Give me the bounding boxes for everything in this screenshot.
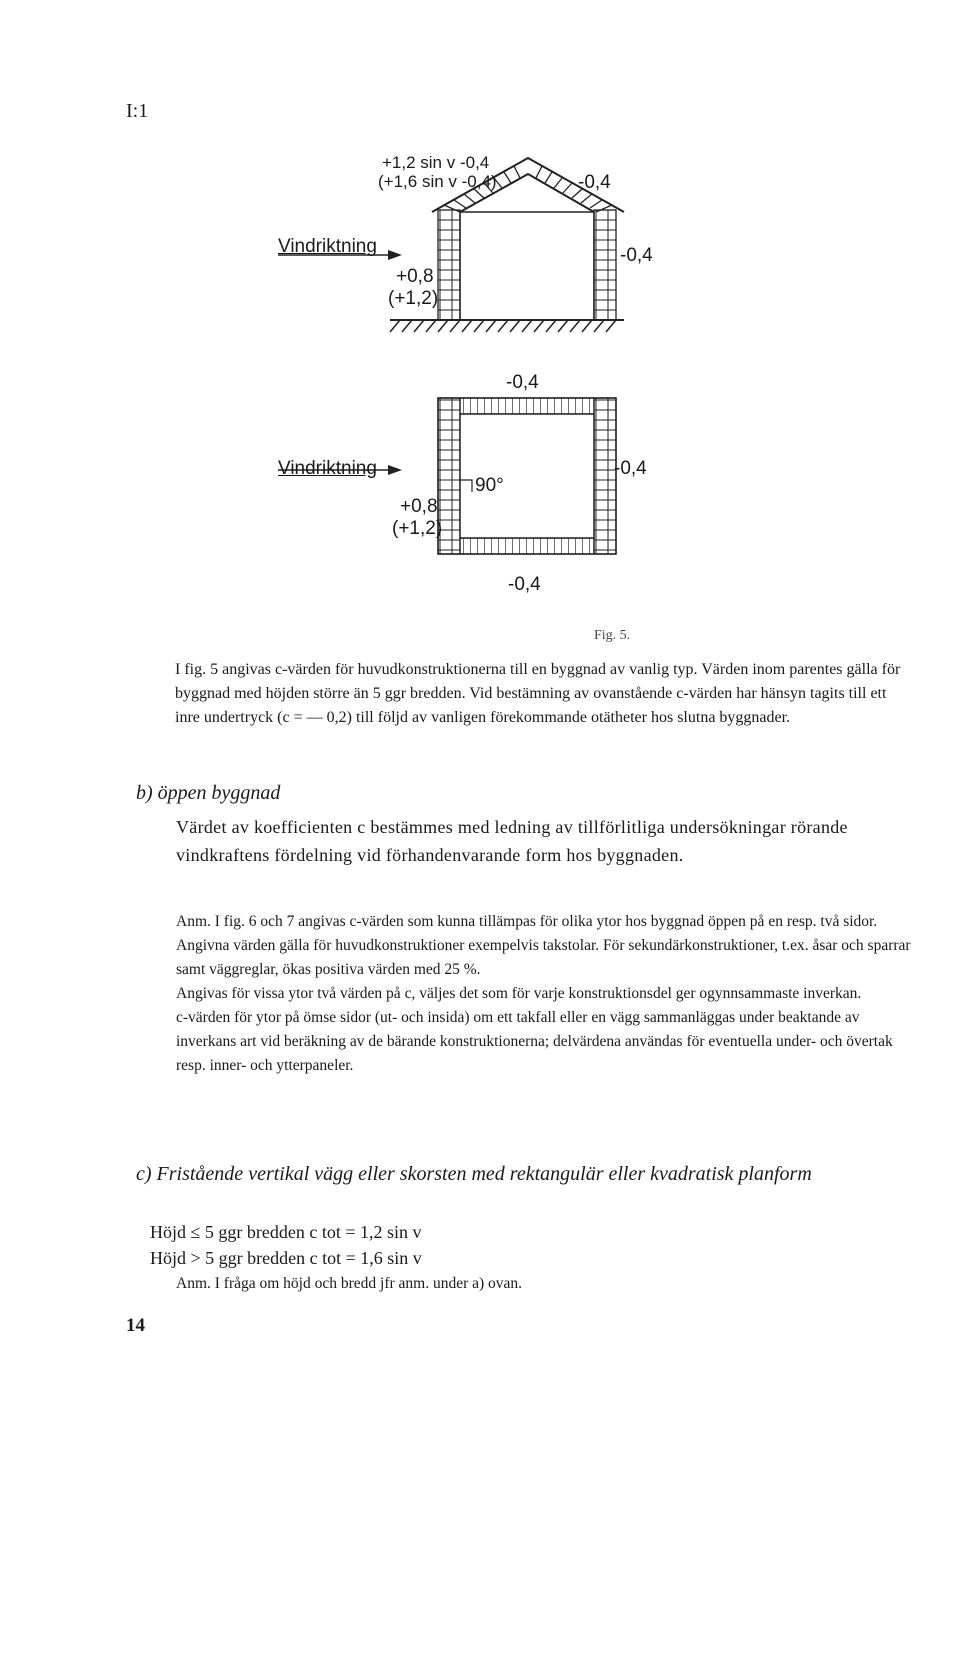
note-4: Anm. I fråga om höjd och bredd jfr anm. under a) ovan.: [176, 1275, 523, 1292]
section-marker: I:1: [126, 100, 149, 122]
wind-label-bottom: Vindriktning: [278, 458, 377, 479]
plan-left-label-1: +0,8: [400, 496, 438, 517]
note-1: Anm. I fig. 6 och 7 angivas c-värden som kunna tillämpas för olika ytor hos byggnad öppen på en resp. två sidor. Angivna värden gälla för huvudkonstruktioner exempelvis takstolar. För sekundärkonstruktioner, t.ex. åsar och sparrar samt väggreglar, ökas positiva värden med 25 %.: [176, 913, 911, 978]
paragraph-fig5: I fig. 5 angivas c-värden för huvudkonstruktionerna till en byggnad av vanlig typ. Värden inom parentes gälla för byggnad med höjden större än 5 ggr bredden. Vid bestämning av ovanstående c-värden har hänsyn tagits till ett inre undertryck (c = — 0,2) till följd av vanligen förekommande otätheter hos slutna byggnader.: [175, 661, 901, 726]
note-2: Angivas för vissa ytor två värden på c, väljes det som för varje konstruktionsdel ger ogynnsammaste inverkan.: [176, 985, 862, 1002]
roof-left-label-1: +1,2 sin v -0,4: [382, 153, 490, 172]
roof-right-label: -0,4: [578, 172, 611, 193]
roof-left-label-2: (+1,6 sin v -0,4): [378, 172, 497, 191]
equation-2: Höjd > 5 ggr bredden c tot = 1,6 sin v: [150, 1248, 422, 1268]
paragraph-b: Värdet av koefficienten c bestämmes med ledning av tillförlitliga undersökningar rörande vindkraftens fördelning vid förhandenvarande form hos byggnaden.: [176, 817, 848, 865]
figure-caption: Fig. 5.: [594, 628, 631, 643]
wall-left-label-2: (+1,2): [388, 288, 439, 309]
wall-left-label-1: +0,8: [396, 266, 434, 287]
figure-5: [260, 140, 680, 620]
wall-right-label: -0,4: [620, 245, 653, 266]
note-3: c-värden för ytor på ömse sidor (ut- och insida) om ett takfall eller en vägg sammanläggas under beaktande av inverkans art vid beräkning av de bärande konstruktionerna; delvärdena användas för eventuella under- och övertak resp. inner- och ytterpaneler.: [176, 1009, 893, 1074]
heading-b: b) öppen byggnad: [136, 782, 281, 804]
plan-right-label: -0,4: [614, 458, 647, 479]
heading-c: c) Fristående vertikal vägg eller skorsten med rektangulär eller kvadratisk planform: [136, 1163, 812, 1185]
plan-bottom-label: -0,4: [508, 574, 541, 595]
page-number: 14: [126, 1315, 145, 1336]
plan-top-label: -0,4: [506, 372, 539, 393]
wind-label-top: Vindriktning: [278, 236, 377, 257]
note-block: [176, 910, 914, 1078]
equation-1: Höjd ≤ 5 ggr bredden c tot = 1,2 sin v: [150, 1222, 422, 1242]
angle-label: 90°: [475, 475, 504, 496]
plan-left-label-2: (+1,2): [392, 518, 443, 539]
